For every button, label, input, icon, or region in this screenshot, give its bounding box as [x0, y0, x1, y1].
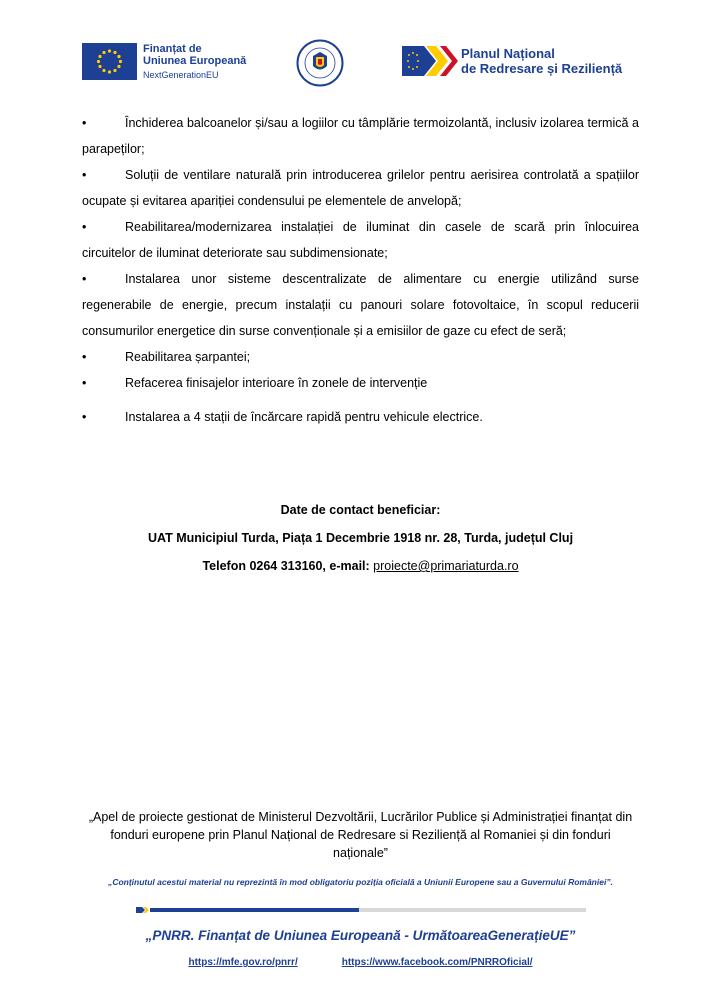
- contact-email-link[interactable]: proiecte@primariaturda.ro: [373, 559, 519, 573]
- bullet-icon: •: [82, 376, 87, 390]
- footer-links: [82, 957, 639, 968]
- list-item: • Refacerea finisajelor interioare în zonele de intervenție: [82, 370, 639, 396]
- list-item: • Instalarea unor sisteme descentralizate de alimentare cu energie utilizând surse regenerabile de energie, precum instalații cu panouri solare fotovoltaice, în scopul reducerii consumurilor energetice din surse convenționale și a emisiilor de gaze cu efect de seră;: [82, 266, 639, 344]
- list-item: • Închiderea balcoanelor și/sau a logiilor cu tâmplărie termoizolantă, inclusiv izolarea termică a parapeților;: [82, 110, 639, 162]
- bullet-icon: •: [82, 350, 87, 364]
- disclaimer: „Conținutul acestui material nu reprezintă în mod obligatoriu poziția oficială a Uniunii Europene sau a Guvernului României”.: [108, 877, 613, 887]
- list-item: • Soluții de ventilare naturală prin introducerea grilelor pentru aerisirea controlată a spațiilor ocupate și evitarea apariției condensului pe elementele de anvelopă;: [82, 162, 639, 214]
- contact-address: UAT Municipiul Turda, Piața 1 Decembrie 1918 nr. 28, Turda, județul Cluj: [147, 531, 574, 545]
- list-item: • Reabilitarea șarpantei;: [82, 344, 639, 370]
- funding-statement: „Apel de proiecte gestionat de Ministerul Dezvoltării, Lucrărilor Publice și Administrației finanțat din fonduri europene prin Planul Național de Redresare si Reziliență al Romaniei și din fonduri naționale”: [88, 810, 633, 860]
- pnrr-arrows-icon: [402, 44, 458, 78]
- romanian-government-seal-icon: [296, 39, 344, 87]
- contact-title: Date de contact beneficiar:: [280, 503, 441, 517]
- bullet-icon: •: [82, 168, 87, 182]
- eu-flag-icon: [82, 43, 137, 80]
- pnrr-logo-line2: de Redresare și Reziliență: [461, 61, 623, 76]
- pnrr-logo-line1: Planul Național: [461, 46, 555, 61]
- intervention-list: [82, 110, 639, 430]
- mfe-link[interactable]: https://mfe.gov.ro/pnrr/: [188, 957, 298, 968]
- footer-divider: [136, 907, 586, 913]
- contact-section: [82, 496, 639, 580]
- eu-logo-line3: NextGenerationEU: [143, 70, 219, 80]
- bullet-icon: •: [82, 116, 87, 130]
- header-logos: [0, 0, 703, 100]
- bullet-icon: •: [82, 272, 87, 286]
- facebook-link[interactable]: https://www.facebook.com/PNRROficial/: [341, 957, 533, 968]
- list-item: • Instalarea a 4 stații de încărcare rapidă pentru vehicule electrice.: [82, 404, 639, 430]
- contact-phone: Telefon 0264 313160, e-mail:: [202, 559, 374, 573]
- contact-phone-line: [82, 552, 639, 580]
- list-item: • Reabilitarea/modernizarea instalației de iluminat din casele de scară prin înlocuirea circuitelor de iluminat deteriorate sau subdimensionate;: [82, 214, 639, 266]
- eu-funding-logo: [82, 43, 246, 81]
- pnrr-logo: [402, 44, 622, 78]
- pnrr-slogan: „PNRR. Finanțat de Uniunea Europeană - UrmătoareaGenerațieUE”: [145, 928, 576, 943]
- bullet-icon: •: [82, 410, 87, 424]
- eu-logo-line1: Finanțat de: [143, 43, 202, 55]
- arrow-icon: [136, 907, 150, 913]
- eu-logo-line2: Uniunea Europeană: [143, 55, 247, 67]
- bullet-icon: •: [82, 220, 87, 234]
